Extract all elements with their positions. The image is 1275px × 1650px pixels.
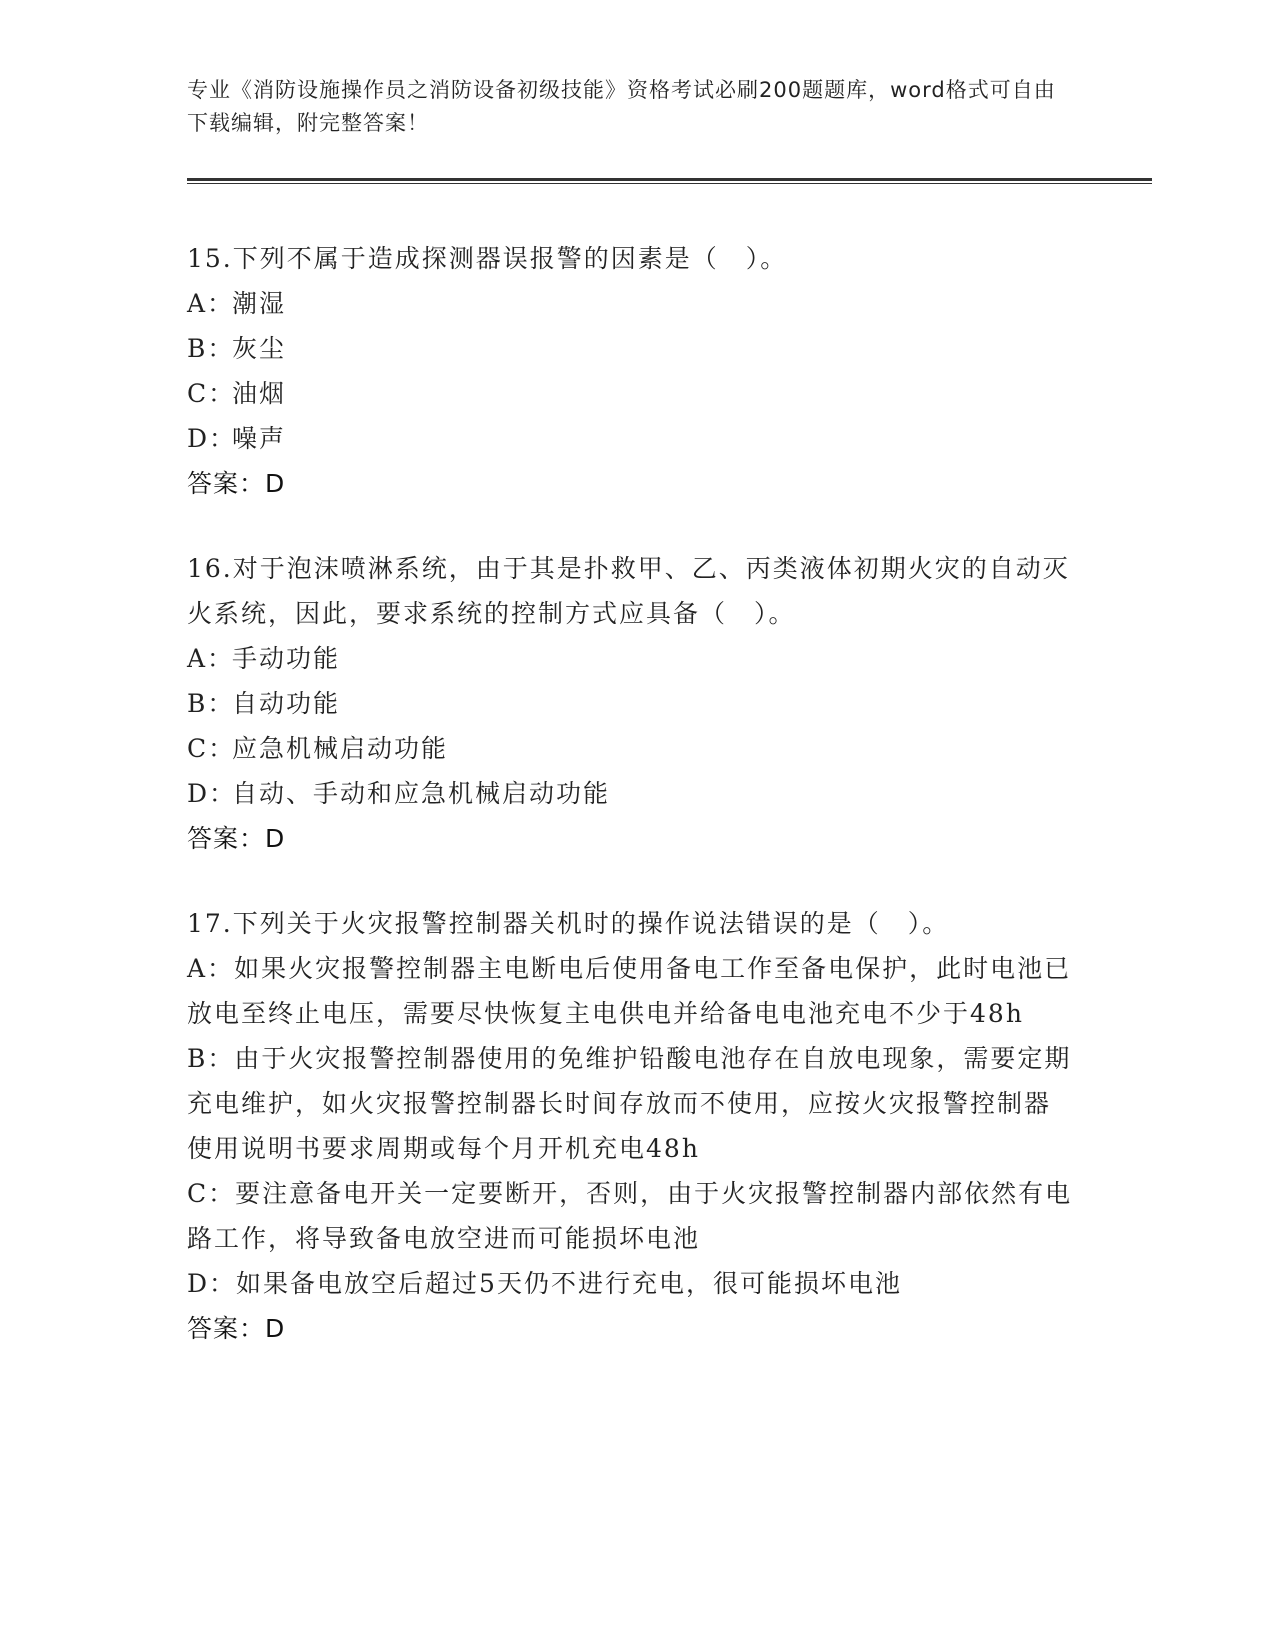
question-17 (187, 901, 1087, 1351)
option-a (187, 281, 1077, 326)
question-16 (187, 546, 1087, 861)
question-stem: 15.下列不属于造成探测器误报警的因素是（ ）。 (187, 244, 788, 273)
question-list (187, 236, 1087, 1391)
option-key: D： (187, 424, 237, 453)
option-key: C： (187, 379, 236, 408)
option-key: D： (187, 779, 237, 808)
option-key: A： (187, 644, 235, 673)
option-a (187, 946, 1077, 1036)
header-rule-thin (187, 183, 1152, 184)
option-key: B： (187, 1044, 235, 1073)
answer-label: 答案：D (187, 1314, 286, 1343)
question-stem: 17.下列关于火灾报警控制器关机时的操作说法错误的是（ ）。 (187, 909, 950, 938)
header-text: 专业《消防设施操作员之消防设备初级技能》资格考试必刷200题题库，word格式可自由下载编辑，附完整答案！ (187, 78, 1056, 135)
option-key: A： (187, 954, 235, 983)
option-text: 自动、手动和应急机械启动功能 (232, 779, 611, 808)
option-text: 潮湿 (232, 289, 287, 318)
option-key: A： (187, 289, 235, 318)
option-text: 如果备电放空后超过5天仍不进行充电，很可能损坏电池 (236, 1269, 902, 1298)
option-a (187, 636, 1077, 681)
option-text: 灰尘 (232, 334, 287, 363)
option-b (187, 326, 1077, 371)
option-key: B： (187, 689, 235, 718)
option-text: 手动功能 (232, 644, 341, 673)
answer-label: 答案：D (187, 469, 286, 498)
question-15 (187, 236, 1087, 506)
option-c (187, 371, 1077, 416)
option-text: 应急机械启动功能 (232, 734, 449, 763)
question-stem: 16.对于泡沫喷淋系统，由于其是扑救甲、乙、丙类液体初期火灾的自动灭火系统，因此，要求系统的控制方式应具备（ ）。 (187, 554, 1070, 628)
option-key: C： (187, 734, 236, 763)
option-b (187, 1036, 1077, 1171)
option-b (187, 681, 1077, 726)
option-text: 自动功能 (232, 689, 341, 718)
option-c (187, 1171, 1077, 1261)
header-rule-thick (187, 178, 1152, 181)
option-d (187, 771, 1077, 816)
option-text: 油烟 (232, 379, 287, 408)
option-text: 由于火灾报警控制器使用的免维护铅酸电池存在自放电现象，需要定期充电维护，如火灾报警控制器长时间存放而不使用，应按火灾报警控制器使用说明书要求周期或每个月开机充电48h (187, 1044, 1072, 1163)
option-text: 如果火灾报警控制器主电断电后使用备电工作至备电保护，此时电池已放电至终止电压，需要尽快恢复主电供电并给备电电池充电不少于48h (187, 954, 1072, 1028)
option-key: C： (187, 1179, 236, 1208)
option-c (187, 726, 1077, 771)
answer-label: 答案：D (187, 824, 286, 853)
option-key: D： (187, 1269, 237, 1298)
document-header (187, 74, 1067, 140)
option-d (187, 1261, 1077, 1306)
option-text: 噪声 (232, 424, 287, 453)
option-key: B： (187, 334, 235, 363)
option-d (187, 416, 1077, 461)
option-text: 要注意备电开关一定要断开，否则，由于火灾报警控制器内部依然有电路工作，将导致备电放空进而可能损坏电池 (187, 1179, 1073, 1253)
